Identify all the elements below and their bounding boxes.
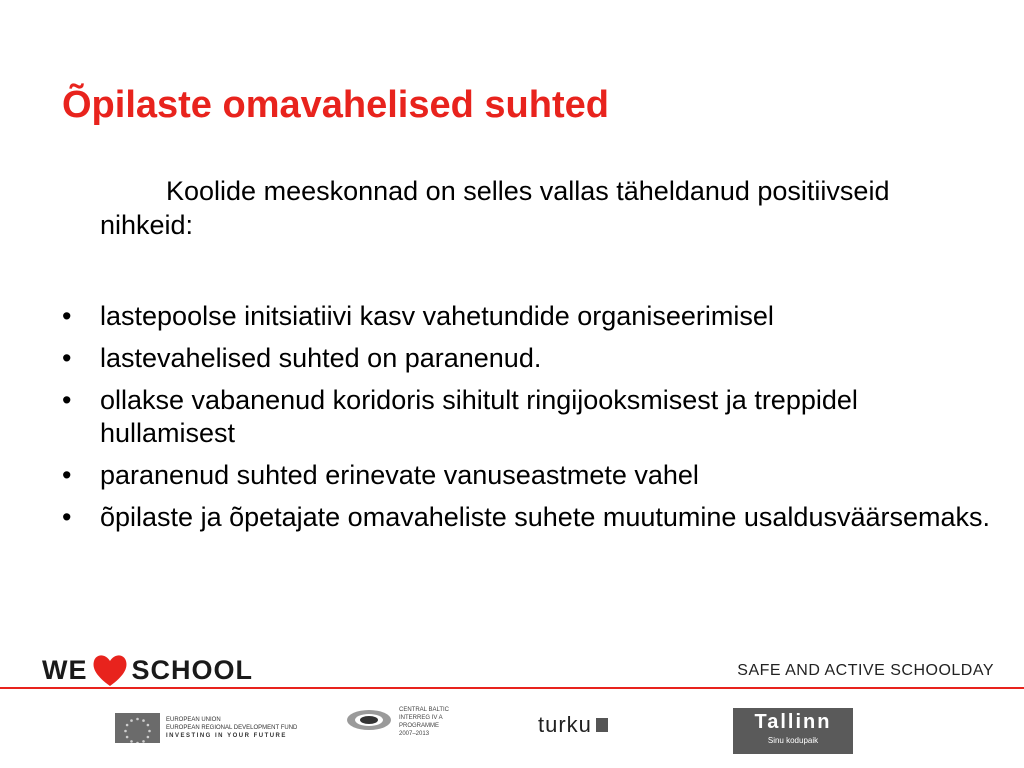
eu-line-1: EUROPEAN UNION <box>166 717 221 723</box>
bullet-item <box>0 459 1000 492</box>
heart-icon <box>90 652 130 688</box>
bullet-dot: • <box>62 502 72 532</box>
eu-flag-icon <box>115 713 160 743</box>
eu-line-2: EUROPEAN REGIONAL DEVELOPMENT FUND <box>166 725 298 731</box>
brand-we: WE <box>42 654 88 685</box>
eu-line-3: INVESTING IN YOUR FUTURE <box>166 733 287 739</box>
turku-crest-icon <box>596 718 608 732</box>
we-school-logo <box>42 652 253 688</box>
bullet-dot: • <box>62 460 72 490</box>
bullet-list <box>0 300 1000 543</box>
turku-wordmark: turku <box>538 712 592 737</box>
tallinn-slogan: Sinu kodupaik <box>767 736 819 745</box>
tallinn-wordmark: Tallinn <box>754 711 832 733</box>
tallinn-logo <box>733 708 853 754</box>
bullet-item <box>0 342 1000 375</box>
tagline: SAFE AND ACTIVE SCHOOLDAY <box>737 662 994 679</box>
bullet-item <box>0 501 1000 534</box>
cb-line-3: PROGRAMME <box>399 723 440 729</box>
bullet-dot: • <box>62 385 72 415</box>
bullet-item <box>0 384 1000 450</box>
slide-title: Õpilaste omavahelised suhted <box>62 84 609 126</box>
eu-logo <box>115 712 310 744</box>
central-baltic-logo <box>345 706 465 750</box>
bullet-dot: • <box>62 343 72 373</box>
footer-divider <box>0 687 1024 689</box>
cb-line-4: 2007–2013 <box>399 731 430 737</box>
bullet-text: lastevahelised suhted on paranenud. <box>100 343 542 373</box>
turku-logo <box>538 712 608 738</box>
cb-line-1: CENTRAL BALTIC <box>399 707 450 713</box>
bullet-text: lastepoolse initsiatiivi kasv vahetundide organiseerimisel <box>100 301 774 331</box>
bullet-text: paranenud suhted erinevate vanuseastmete vahel <box>100 460 699 490</box>
bullet-text: ollakse vabanenud koridoris sihitult ringijooksmisest ja treppidel hullamisest <box>100 385 858 448</box>
intro-paragraph: Koolide meeskonnad on selles vallas täheldanud positiivseid nihkeid: <box>100 176 890 240</box>
bullet-item <box>0 300 1000 333</box>
cb-line-2: INTERREG IV A <box>399 715 443 721</box>
bullet-text: õpilaste ja õpetajate omavaheliste suhete muutumine usaldusväärsemaks. <box>100 502 991 532</box>
bullet-dot: • <box>62 301 72 331</box>
brand-school: SCHOOL <box>131 654 254 685</box>
central-baltic-logo-icon <box>345 706 393 736</box>
